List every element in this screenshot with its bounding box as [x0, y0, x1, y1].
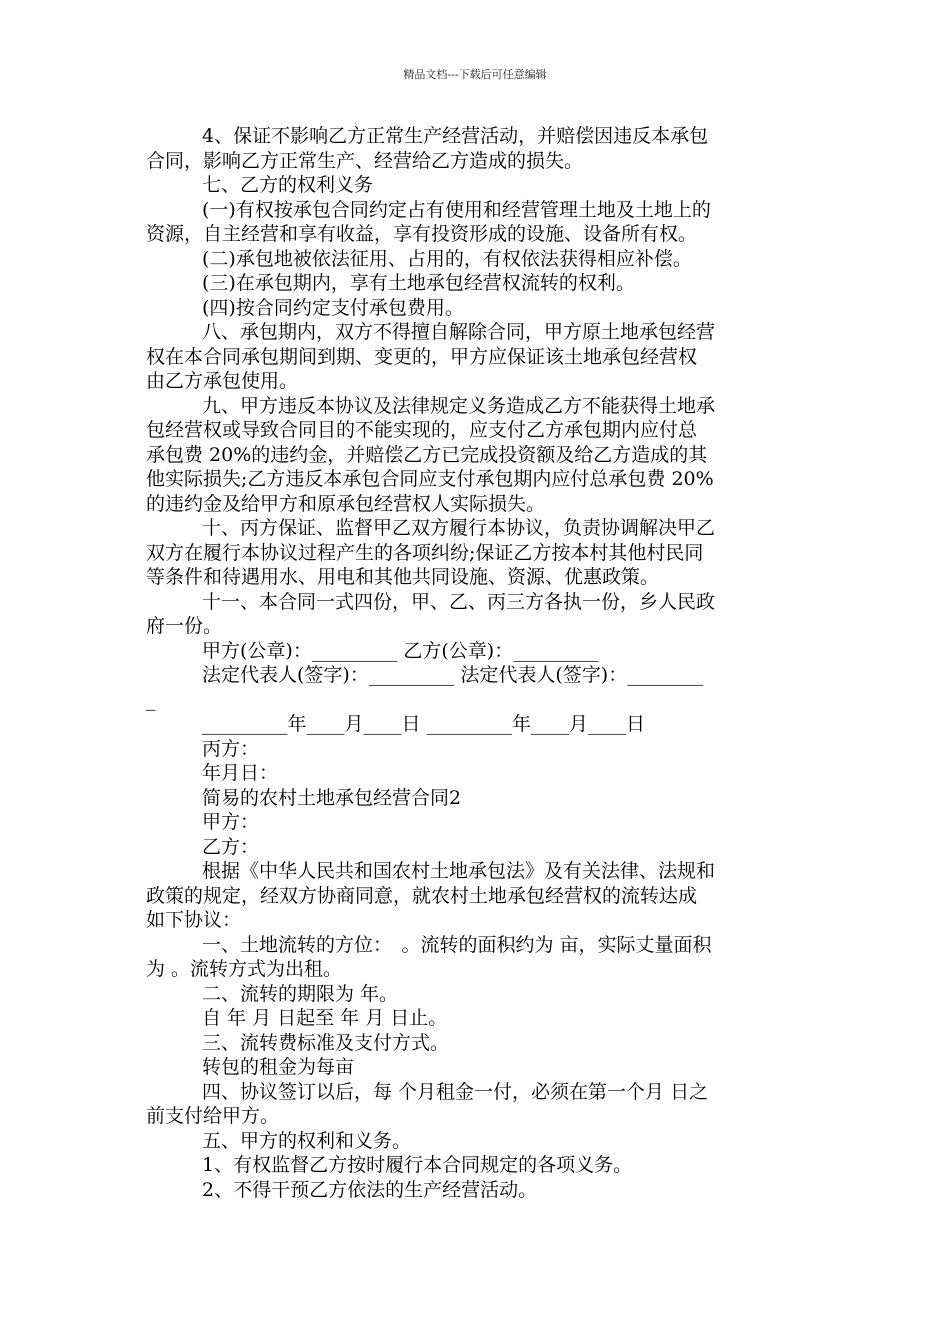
- text-line: 如下协议：: [146, 909, 242, 931]
- text-line: 九、甲方违反本协议及法律规定义务造成乙方不能获得土地承: [202, 394, 716, 417]
- text-line: 他实际损失;乙方违反本承包合同应支付承包期内应付总承包费 20%: [146, 468, 714, 490]
- text-line: (二)承包地被依法征用、占用的，有权依法获得相应补偿。: [202, 247, 692, 270]
- text-line: 法定代表人(签字)：_________ 法定代表人(签字)：________: [202, 664, 704, 686]
- text-line: 一、土地流转的方位： 。流转的面积约为 亩，实际丈量面积: [202, 933, 712, 956]
- text-line: 甲方(公章)：_________ 乙方(公章)：_________: [202, 639, 599, 662]
- text-line: 承包费 20%的违约金，并赔偿乙方已完成投资额及给乙方造成的其: [146, 443, 708, 466]
- text-line: 自 年 月 日起至 年 月 日止。: [202, 1007, 448, 1029]
- text-line: 前支付给甲方。: [146, 1105, 280, 1127]
- text-line: 十一、本合同一式四份，甲、乙、丙三方各执一份，乡人民政: [202, 590, 716, 613]
- text-line: 合同，影响乙方正常生产、经营给乙方造成的损失。: [146, 149, 584, 172]
- text-line: (四)按合同约定支付承包费用。: [202, 296, 464, 319]
- text-line: _________年____月____日 _________年____月____日: [202, 713, 646, 735]
- text-line: 乙方：: [202, 835, 260, 858]
- text-line: 政策的规定，经双方协商同意，就农村土地承包经营权的流转达成: [146, 884, 698, 907]
- text-line: 五、甲方的权利和义务。: [202, 1129, 412, 1152]
- text-line: 资源，自主经营和享有收益，享有投资形成的设施、设备所有权。: [146, 223, 698, 245]
- text-line: 十、丙方保证、监督甲乙双方履行本协议，负责协调解决甲乙: [202, 517, 716, 539]
- text-line: 2、不得干预乙方依法的生产经营活动。: [202, 1178, 538, 1201]
- text-line: 1、有权监督乙方按时履行本合同规定的各项义务。: [202, 1154, 633, 1176]
- text-line: 简易的农村土地承包经营合同2: [202, 786, 462, 809]
- text-line: (三)在承包期内，享有土地承包经营权流转的权利。: [202, 272, 635, 294]
- text-line: 等条件和待遇用水、用电和其他共同设施、资源、优惠政策。: [146, 566, 660, 588]
- text-line: 年月日：: [202, 762, 279, 784]
- text-line: 的违约金及给甲方和原承包经营权人实际损失。: [146, 492, 546, 515]
- text-line: 甲方：: [202, 811, 260, 833]
- text-line: 转包的租金为每亩: [202, 1056, 355, 1078]
- text-line: 三、流转费标准及支付方式。: [202, 1031, 450, 1054]
- text-line: _: [146, 688, 156, 711]
- text-line: 八、承包期内，双方不得擅自解除合同，甲方原土地承包经营: [202, 321, 716, 343]
- text-line: (一)有权按承包合同约定占有使用和经营管理土地及土地上的: [202, 198, 711, 221]
- text-line: 丙方：: [202, 737, 260, 760]
- text-line: 双方在履行本协议过程产生的各项纠纷;保证乙方按本村其他村民同: [146, 541, 704, 564]
- text-line: 根据《中华人民共和国农村土地承包法》及有关法律、法规和: [202, 860, 716, 882]
- text-line: 为 。流转方式为出租。: [146, 958, 343, 980]
- text-line: 4、保证不影响乙方正常生产经营活动，并赔偿因违反本承包: [202, 125, 709, 147]
- text-line: 权在本合同承包期间到期、变更的，甲方应保证该土地承包经营权: [146, 345, 698, 368]
- text-line: 七、乙方的权利义务: [202, 174, 374, 196]
- text-line: 府一份。: [146, 615, 223, 637]
- text-line: 四、协议签订以后，每 个月租金一付，必须在第一个月 日之: [202, 1080, 709, 1103]
- text-line: 二、流转的期限为 年。: [202, 982, 399, 1005]
- document-body: [146, 124, 810, 1202]
- page-header: 精品文档---下载后可任意编辑: [403, 68, 547, 81]
- text-line: 包经营权或导致合同目的不能实现的，应支付乙方承包期内应付总: [146, 419, 698, 441]
- text-line: 由乙方承包使用。: [146, 370, 299, 392]
